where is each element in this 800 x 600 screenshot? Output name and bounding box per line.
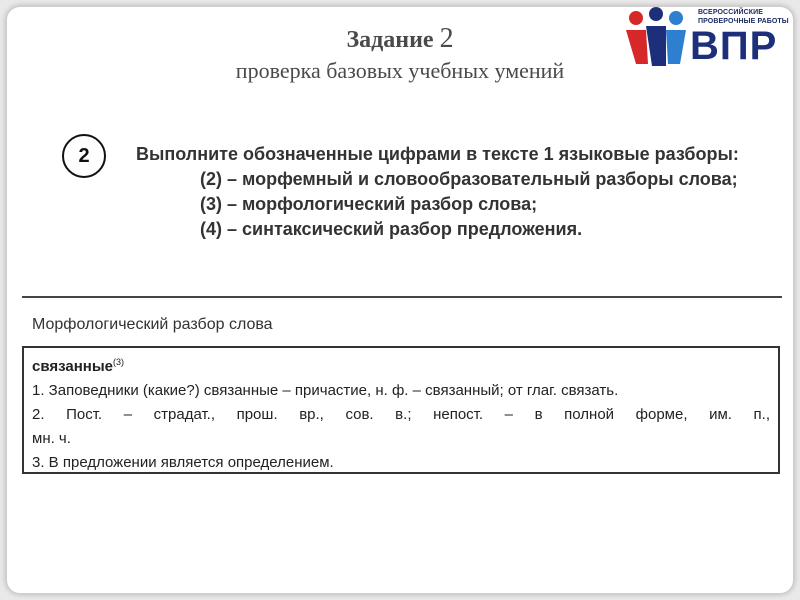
answer-word-text: связанные	[32, 358, 113, 375]
title-word: Задание	[346, 27, 434, 53]
answer-word-line	[32, 350, 770, 379]
task-item: (3) – морфологический разбор слова;	[200, 194, 538, 214]
morphology-title: Морфологический разбор слова	[32, 316, 273, 333]
section-divider	[22, 296, 782, 298]
task-item: (4) – синтаксический разбор предложения.	[200, 219, 583, 239]
answer-line-1: 1. Заповедники (какие?) связанные – причастие, н. ф. – связанный; от глаг. связать.	[32, 382, 619, 399]
task-intro: Выполните обозначенные цифрами в тексте 1 языковые разборы:	[136, 144, 739, 164]
task-item: (2) – морфемный и словообразовательный разборы слова;	[200, 169, 738, 189]
morphology-answer-box	[22, 346, 780, 474]
task-number-badge: 2	[62, 134, 106, 178]
answer-word-mark: (3)	[113, 357, 124, 367]
logo-caption-line1: ВСЕРОССИЙСКИЕ	[698, 9, 764, 16]
slide-frame	[6, 6, 794, 594]
answer-line-2-continued: мн. ч.	[32, 430, 71, 447]
vpr-logo-figures-icon	[622, 6, 696, 68]
title-heading	[190, 24, 610, 55]
title-subtitle: проверка базовых учебных умений	[235, 58, 565, 83]
title-number: 2	[439, 23, 454, 54]
slide-title	[190, 24, 610, 85]
answer-line-3: 3. В предложении является определением.	[32, 454, 334, 471]
answer-word	[32, 358, 124, 375]
vpr-logo	[622, 4, 794, 70]
logo-caption-line2: ПРОВЕРОЧНЫЕ РАБОТЫ	[698, 18, 789, 25]
task-instructions	[136, 142, 756, 242]
logo-text: ВПР	[690, 24, 778, 68]
answer-line-2: 2. Пост. – страдат., прош. вр., сов. в.; непост. – в полной форме, им. п.,	[32, 406, 770, 423]
